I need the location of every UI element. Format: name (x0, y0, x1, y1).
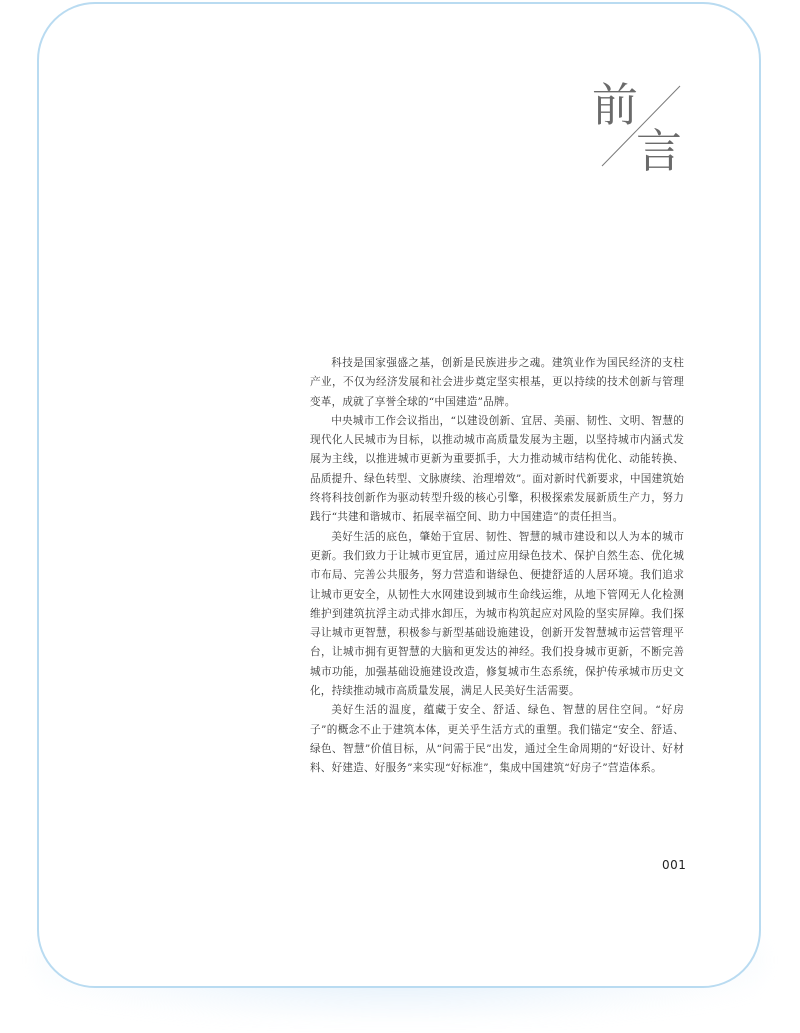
paragraph: 科技是国家强盛之基，创新是民族进步之魂。建筑业作为国民经济的支柱产业，不仅为经济发展和社会进步奠定坚实根基，更以持续的技术创新与管理变革，成就了享誉全球的“中国建造”品牌。 (310, 357, 684, 408)
paragraph: 中央城市工作会议指出，“以建设创新、宜居、美丽、韧性、文明、智慧的现代化人民城市为目标，以推动城市高质量发展为主题，以坚持城市内涵式发展为主线，以推进城市更新为重要抓手，大力推动城市结构优化、动能转换、品质提升、绿色转型、文脉赓续、治理增效”。面对新时代新要求，中国建筑始终将科技创新作为驱动转型升级的核心引擎，积极探索发展新质生产力，努力践行“共建和谐城市、拓展幸福空间、助力中国建造”的责任担当。 (310, 414, 684, 524)
paragraph: 美好生活的温度，蕴藏于安全、舒适、绿色、智慧的居住空间。“好房子”的概念不止于建筑本体，更关乎生活方式的重塑。我们锚定“安全、舒适、绿色、智慧”价值目标，从“问需于民”出发，通过全生命周期的“好设计、好材料、好建造、好服务”来实现“好标准”，集成中国建筑“好房子”营造体系。 (310, 704, 684, 775)
heading-char-second: 言 (636, 124, 682, 178)
paragraph: 美好生活的底色，肇始于宜居、韧性、智慧的城市建设和以人为本的城市更新。我们致力于让城市更宜居，通过应用绿色技术、保护自然生态、优化城市布局、完善公共服务，努力营造和谐绿色、便捷舒适的人居环境。我们追求让城市更安全，从韧性大水网建设到城市生命线运维，从地下管网无人化检测维护到建筑抗浮主动式排水卸压，为城市构筑起应对风险的坚实屏障。我们探寻让城市更智慧，积极参与新型基础设施建设，创新开发智慧城市运营管理平台，让城市拥有更智慧的大脑和更发达的神经。我们投身城市更新，不断完善城市功能，加强基础设施建设改造，修复城市生态系统，保护传承城市历史文化，持续推动城市高质量发展，满足人民美好生活需要。 (310, 530, 684, 698)
preface-heading (592, 78, 692, 182)
heading-char-first: 前 (592, 78, 638, 132)
preface-body (310, 354, 684, 779)
page-number: 001 (662, 858, 687, 872)
